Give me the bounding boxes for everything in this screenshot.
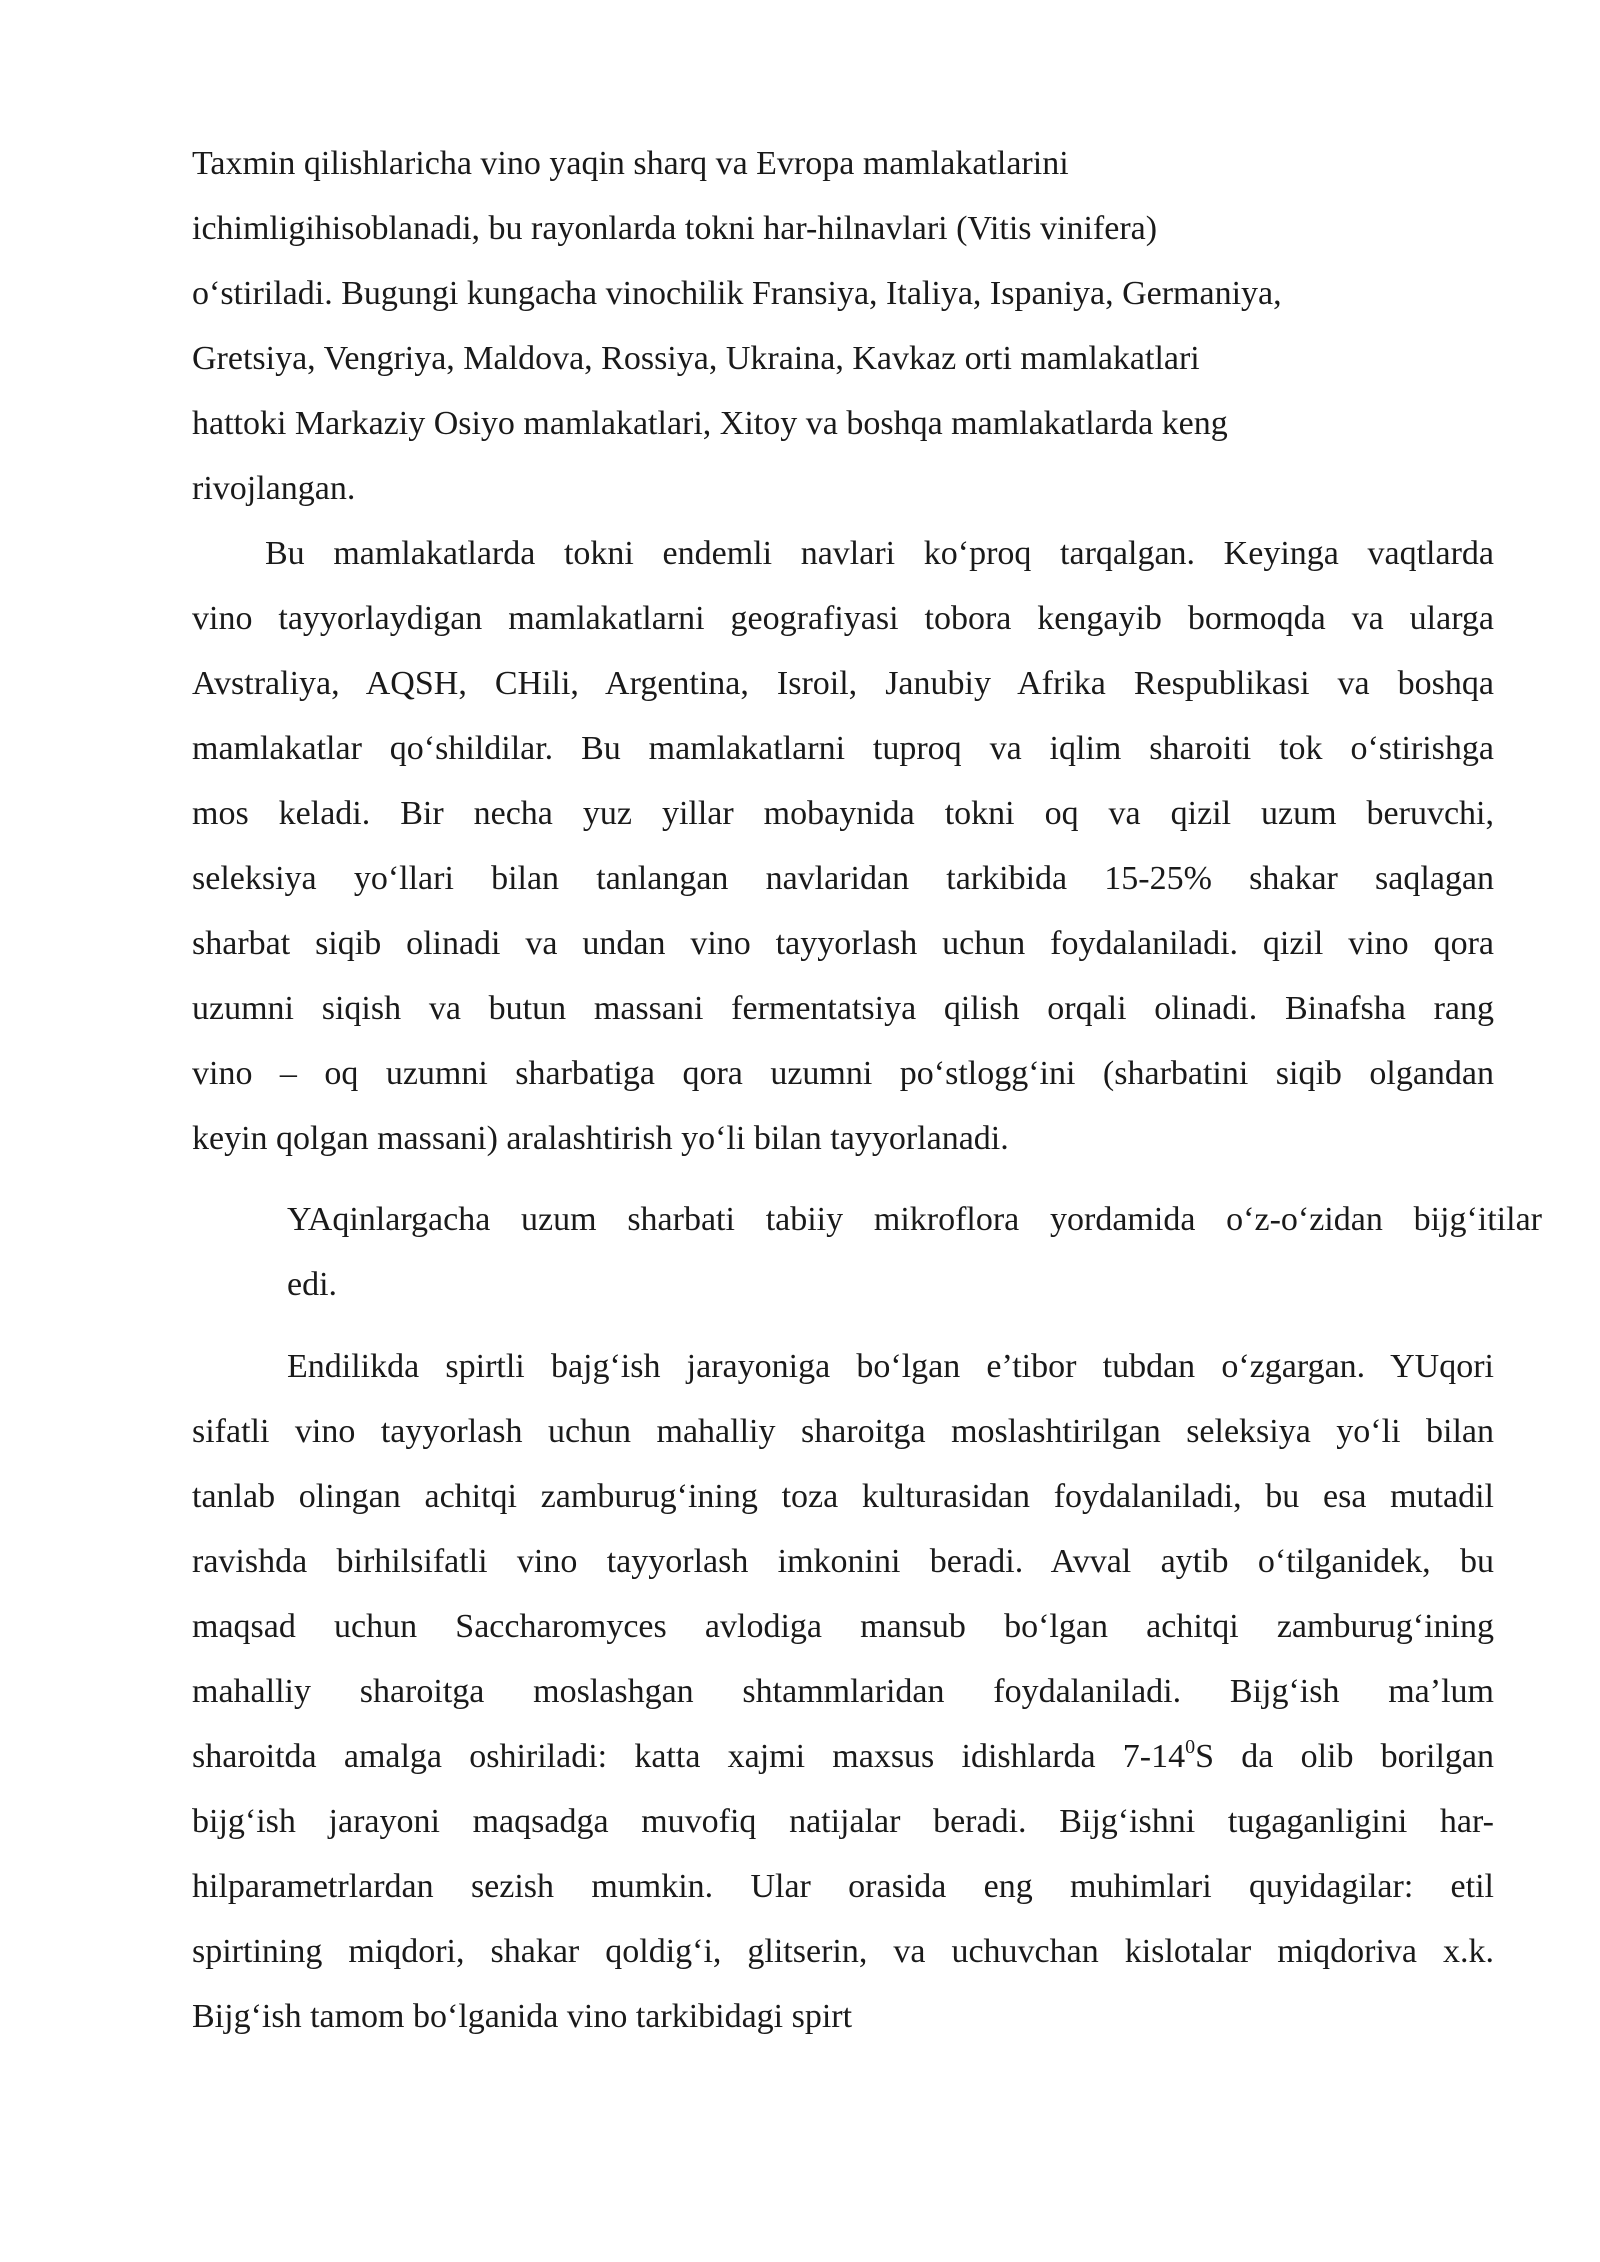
paragraph-4-line-7-head: sharoitda amalga oshiriladi: katta xajmi maxsus idishlarda 7-14 — [192, 1738, 1186, 1775]
paragraph-1-line-3: o‘stiriladi. Bugungi kungacha vinochilik Fransiya, Italiya, Ispaniya, Germaniya, — [192, 275, 1282, 312]
paragraph-4-line-2: sifatli vino tayyorlash uchun mahalliy sharoitga moslashtirilgan seleksiya yo‘li bilan — [192, 1413, 1494, 1450]
paragraph-4-line-5: maqsad uchun Saccharomyces avlodiga mansub bo‘lgan achitqi zamburug‘ining — [192, 1608, 1494, 1645]
paragraph-1-line-6: rivojlangan. — [192, 470, 356, 507]
paragraph-4-line-11: Bijg‘ish tamom bo‘lganida vino tarkibidagi spirt — [192, 1998, 853, 2035]
paragraph-3-line-2: edi. — [287, 1266, 338, 1303]
paragraph-2-line-9: vino – oq uzumni sharbatiga qora uzumni po‘stlogg‘ini (sharbatini siqib olgandan — [192, 1055, 1494, 1092]
paragraph-4-line-6: mahalliy sharoitga moslashgan shtammlaridan foydalaniladi. Bijg‘ish ma’lum — [192, 1673, 1494, 1710]
paragraph-2-line-6: seleksiya yo‘llari bilan tanlangan navlaridan tarkibida 15-25% shakar saqlagan — [192, 860, 1494, 897]
paragraph-2-line-10: keyin qolgan massani) aralashtirish yo‘li bilan tayyorlanadi. — [192, 1120, 1009, 1157]
paragraph-4-line-10: spirtining miqdori, shakar qoldig‘i, glitserin, va uchuvchan kislotalar miqdoriva x.k. — [192, 1933, 1494, 1970]
paragraph-1-line-4: Gretsiya, Vengriya, Maldova, Rossiya, Ukraina, Kavkaz orti mamlakatlari — [192, 340, 1200, 377]
paragraph-2-line-4: mamlakatlar qo‘shildilar. Bu mamlakatlarni tuproq va iqlim sharoiti tok o‘stirishga — [192, 730, 1494, 767]
paragraph-4-line-7 — [192, 1735, 1494, 1779]
paragraph-4-line-1: Endilikda spirtli bajg‘ish jarayoniga bo‘lgan e’tibor tubdan o‘zgargan. YUqori — [287, 1348, 1494, 1385]
superscript-zero: 0 — [1185, 1735, 1196, 1758]
paragraph-4-line-3: tanlab olingan achitqi zamburug‘ining toza kulturasidan foydalaniladi, bu esa mutadil — [192, 1478, 1494, 1515]
paragraph-2-line-7: sharbat siqib olinadi va undan vino tayyorlash uchun foydalaniladi. qizil vino qora — [192, 925, 1494, 962]
paragraph-2-line-8: uzumni siqish va butun massani fermentatsiya qilish orqali olinadi. Binafsha rang — [192, 990, 1494, 1027]
paragraph-1-line-1: Taxmin qilishlaricha vino yaqin sharq va Evropa mamlakatlarini — [192, 145, 1069, 182]
paragraph-2-line-1: Bu mamlakatlarda tokni endemli navlari ko‘proq tarqalgan. Keyinga vaqtlarda — [265, 535, 1494, 572]
paragraph-2-line-3: Avstraliya, AQSH, CHili, Argentina, Isroil, Janubiy Afrika Respublikasi va boshqa — [192, 665, 1494, 702]
paragraph-4-line-4: ravishda birhilsifatli vino tayyorlash imkonini beradi. Avval aytib o‘tilganidek, bu — [192, 1543, 1494, 1580]
paragraph-3-line-1: YAqinlargacha uzum sharbati tabiiy mikroflora yordamida o‘z-o‘zidan bijg‘itilar — [287, 1201, 1542, 1238]
paragraph-2-line-2: vino tayyorlaydigan mamlakatlarni geografiyasi tobora kengayib bormoqda va ularga — [192, 600, 1494, 637]
paragraph-4-line-7-tail: S da olib borilgan — [1195, 1738, 1494, 1775]
paragraph-2-line-5: mos keladi. Bir necha yuz yillar mobaynida tokni oq va qizil uzum beruvchi, — [192, 795, 1494, 832]
paragraph-1-line-2: ichimligihisoblanadi, bu rayonlarda tokni har-hilnavlari (Vitis vinifera) — [192, 210, 1158, 247]
paragraph-4-line-9: hilparametrlardan sezish mumkin. Ular orasida eng muhimlari quyidagilar: etil — [192, 1868, 1494, 1905]
paragraph-1-line-5: hattoki Markaziy Osiyo mamlakatlari, Xitoy va boshqa mamlakatlarda keng — [192, 405, 1228, 442]
paragraph-4-line-8: bijg‘ish jarayoni maqsadga muvofiq natijalar beradi. Bijg‘ishni tugaganligini har- — [192, 1803, 1494, 1840]
